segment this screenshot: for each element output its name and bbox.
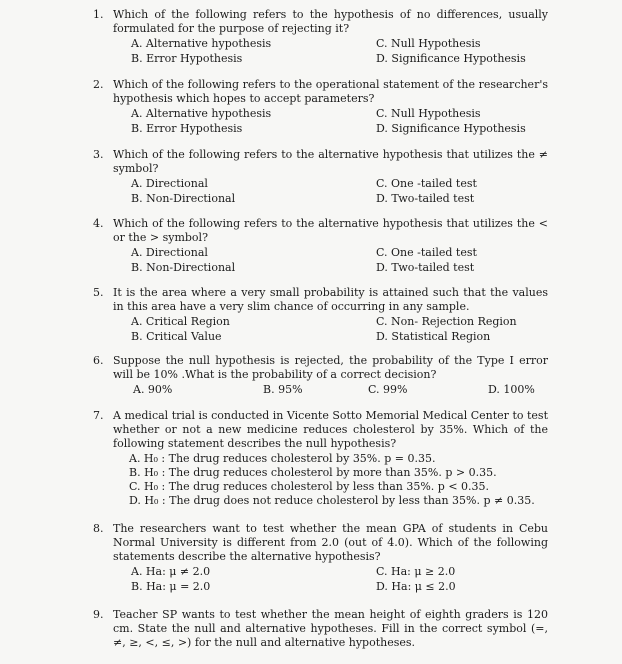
option-d: D. Two-tailed test (376, 192, 475, 205)
option-b: B. Non-Directional (131, 192, 236, 205)
option-a: A. Alternative hypothesis (131, 37, 272, 50)
option-a: A. Ha: μ ≠ 2.0 (131, 565, 211, 578)
option-d: D. H₀ : The drug does not reduce cholesterol by less than 35%. p ≠ 0.35. (129, 494, 535, 507)
question-number: 8. (93, 522, 104, 535)
question-text: Which of the following refers to the alternative hypothesis that utilizes the < or the > symbol? (113, 217, 548, 244)
option-a: A. Alternative hypothesis (131, 107, 272, 120)
question-1 (93, 8, 548, 66)
question-6 (93, 354, 548, 397)
option-a: A. Critical Region (131, 315, 230, 328)
option-d: D. Statistical Region (376, 330, 491, 343)
option-c: C. One -tailed test (376, 246, 477, 259)
question-number: 6. (93, 354, 104, 367)
option-b: B. 95% (263, 383, 303, 396)
question-5 (93, 286, 548, 344)
question-text: Which of the following refers to the hypothesis of no differences, usually formulated for the purpose of rejecting it? (113, 8, 548, 35)
question-text: The researchers want to test whether the mean GPA of students in Cebu Normal University is different from 2.0 (out of 4.0). Which of the following statements describe the alternative hypothesis? (113, 522, 548, 563)
question-text: It is the area where a very small probability is attained such that the values in this area have a very slim chance of occurring in any sample. (113, 286, 548, 313)
option-b: B. Ha: μ = 2.0 (131, 580, 211, 593)
question-4 (93, 217, 548, 275)
question-number: 1. (93, 8, 104, 21)
option-d: D. Ha: μ ≤ 2.0 (376, 580, 456, 593)
question-number: 4. (93, 217, 104, 230)
question-text: Teacher SP wants to test whether the mean height of eighth graders is 120 cm. State the null and alternative hypotheses. Fill in the correct symbol (=, ≠, ≥, <, ≤, >) for the null and alternative hypotheses. (113, 608, 548, 649)
option-d: D. Two-tailed test (376, 261, 475, 274)
option-d: D. Significance Hypothesis (376, 52, 526, 65)
question-text: A medical trial is conducted in Vicente Sotto Memorial Medical Center to test whether or not a new medicine reduces cholesterol by 35%. Which of the following statement describes the null hypothesis? (113, 409, 548, 450)
option-c: C. H₀ : The drug reduces cholesterol by less than 35%. p < 0.35. (129, 480, 490, 493)
question-text: Which of the following refers to the operational statement of the researcher's hypothesis which hopes to accept parameters? (113, 78, 548, 105)
option-a: A. H₀ : The drug reduces cholesterol by 35%. p = 0.35. (129, 452, 436, 465)
question-number: 7. (93, 409, 104, 422)
option-b: B. Error Hypothesis (131, 52, 243, 65)
question-number: 5. (93, 286, 104, 299)
question-3 (93, 148, 548, 206)
option-b: B. Non-Directional (131, 261, 236, 274)
option-b: B. H₀ : The drug reduces cholesterol by more than 35%. p > 0.35. (129, 466, 497, 479)
option-c: C. Non- Rejection Region (376, 315, 517, 328)
option-b: B. Error Hypothesis (131, 122, 243, 135)
option-c: C. Null Hypothesis (376, 37, 481, 50)
option-a: A. Directional (131, 246, 208, 259)
question-text: Suppose the null hypothesis is rejected, the probability of the Type I error will be 10% .What is the probability of a correct decision? (113, 354, 548, 381)
question-number: 9. (93, 608, 104, 621)
question-9 (93, 608, 548, 650)
question-7 (93, 409, 548, 508)
option-c: C. One -tailed test (376, 177, 477, 190)
option-c: C. 99% (368, 383, 408, 396)
option-a: A. Directional (131, 177, 208, 190)
option-c: C. Null Hypothesis (376, 107, 481, 120)
option-d: D. Significance Hypothesis (376, 122, 526, 135)
question-2 (93, 78, 548, 136)
option-b: B. Critical Value (131, 330, 222, 343)
option-c: C. Ha: μ ≥ 2.0 (376, 565, 456, 578)
question-text: Which of the following refers to the alternative hypothesis that utilizes the ≠ symbol? (113, 148, 548, 175)
question-number: 3. (93, 148, 104, 161)
option-a: A. 90% (133, 383, 173, 396)
option-d: D. 100% (488, 383, 535, 396)
question-number: 2. (93, 78, 104, 91)
question-8 (93, 522, 548, 594)
